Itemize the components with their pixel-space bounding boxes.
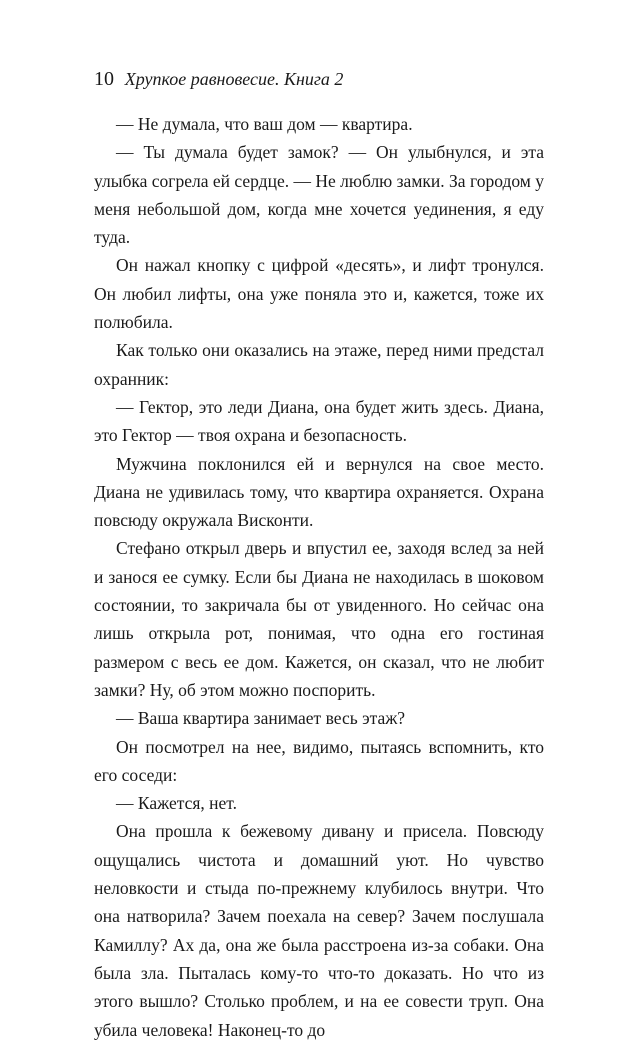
paragraph: Он посмотрел на нее, видимо, пытаясь вспомнить, кто его соседи: bbox=[94, 736, 544, 785]
paragraph: — Кажется, нет. bbox=[116, 793, 237, 814]
paragraph: — Гектор, это леди Диана, она будет жить здесь. Диана, это Гектор — твоя охрана и безопасность. bbox=[94, 396, 544, 446]
running-head bbox=[94, 64, 544, 94]
body-text bbox=[94, 110, 544, 1044]
paragraph: Она прошла к бежевому дивану и присела. Повсюду ощущались чистота и домашний уют. Но чувство неловкости и стыда по-прежнему клубилось внутри. Что она натворила? Зачем поехала на север? Зачем послушала Камиллу? Ах да, она же была расстроена из-за собаки. Она была зла. Пыталась кому-то что-то доказать. Но что из этого вышло? Столько проблем, и на ее совести труп. Она убила человека! Наконец-то до bbox=[94, 821, 544, 1040]
paragraph: — Не думала, что ваш дом — квартира. bbox=[116, 114, 413, 134]
paragraph: Он нажал кнопку с цифрой «десять», и лифт тронулся. Он любил лифты, она уже поняла это и, кажется, тоже их полюбила. bbox=[94, 255, 544, 333]
paragraph: Как только они оказались на этаже, перед ними предстал охранник: bbox=[94, 340, 544, 389]
paragraph: Мужчина поклонился ей и вернулся на свое место. Диана не удивилась тому, что квартира охраняется. Охрана повсюду окружала Висконти. bbox=[94, 453, 544, 531]
book-page bbox=[94, 64, 544, 1044]
paragraph: Стефано открыл дверь и впустил ее, заходя вслед за ней и занося ее сумку. Если бы Диана не находилась в шоковом состоянии, то закричала бы от увиденного. Но сейчас она лишь открыла рот, понимая, что одна его гостиная размером с весь ее дом. Кажется, он сказал, что не любит замки? Ну, об этом можно поспорить. bbox=[94, 538, 544, 700]
page-number: 10 bbox=[94, 68, 114, 90]
paragraph: — Ваша квартира занимает весь этаж? bbox=[116, 708, 406, 729]
book-title: Хрупкое равновесие. Книга 2 bbox=[124, 69, 344, 89]
paragraph: — Ты думала будет замок? — Он улыбнулся, и эта улыбка согрела ей сердце. — Не люблю замки. За городом у меня небольшой дом, когда мне хочется уединения, я еду туда. bbox=[94, 142, 544, 248]
